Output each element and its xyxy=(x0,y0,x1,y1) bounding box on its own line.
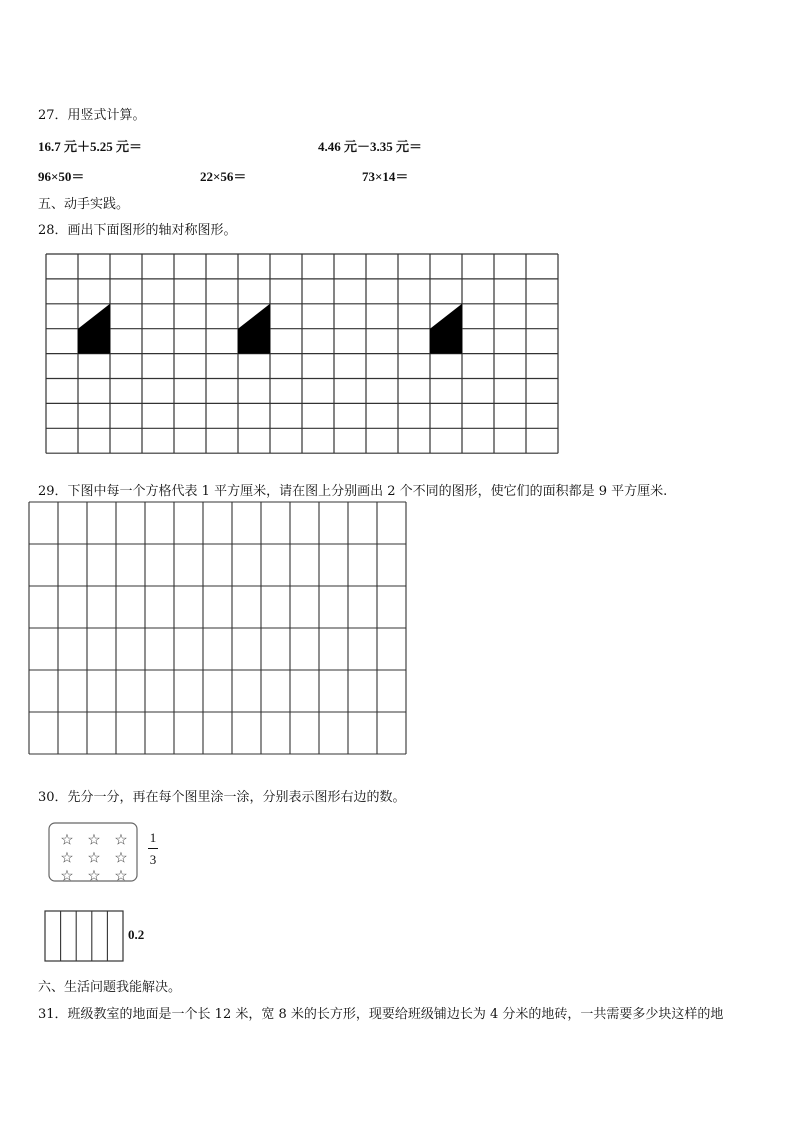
q30-bar-shape[interactable] xyxy=(44,910,124,962)
q27-item-1: 16.7 元＋5.25 元＝ xyxy=(38,139,143,154)
star-icon: ☆ xyxy=(60,866,74,885)
star-icon: ☆ xyxy=(114,866,128,885)
q27-title: 27．用竖式计算。 xyxy=(38,108,146,123)
star-icon: ☆ xyxy=(114,830,128,849)
q31-title: 31．班级教室的地面是一个长 12 米，宽 8 米的长方形，现要给班级铺边长为 4 分米的地砖，一共需要多少块这样的地 xyxy=(38,1007,724,1022)
q27-item-2: 4.46 元－3.35 元＝ xyxy=(318,139,423,154)
filled-trapezoid-shape xyxy=(238,304,270,354)
q27-item-3: 96×50＝ xyxy=(38,169,85,184)
fraction-numerator: 1 xyxy=(149,830,157,845)
section-6-heading: 六、生活问题我能解决。 xyxy=(38,980,182,995)
q27-item-4: 22×56＝ xyxy=(200,169,247,184)
fraction-bar xyxy=(148,848,158,849)
q30-star-box[interactable] xyxy=(48,822,138,885)
star-icon: ☆ xyxy=(87,848,101,867)
filled-trapezoid-shape xyxy=(430,304,462,354)
filled-trapezoid-shape xyxy=(78,304,110,354)
fraction-denominator: 3 xyxy=(149,852,157,867)
star-icon: ☆ xyxy=(87,866,101,885)
star-icon: ☆ xyxy=(60,830,74,849)
grid-lines xyxy=(46,254,558,453)
bar-frame xyxy=(45,911,123,961)
q28-symmetry-grid[interactable] xyxy=(46,254,564,454)
star-icon: ☆ xyxy=(114,848,128,867)
q28-title: 28．画出下面图形的轴对称图形。 xyxy=(38,223,237,238)
q30-title: 30．先分一分，再在每个图里涂一涂，分别表示图形右边的数。 xyxy=(38,790,406,805)
section-5-heading: 五、动手实践。 xyxy=(38,197,130,212)
q30-bar-label: 0.2 xyxy=(128,927,145,942)
q29-title: 29．下图中每一个方格代表 1 平方厘米，请在图上分别画出 2 个不同的图形，使它们的面积都是 9 平方厘米. xyxy=(38,484,668,499)
q27-item-5: 73×14＝ xyxy=(362,169,409,184)
star-icon: ☆ xyxy=(60,848,74,867)
star-icon: ☆ xyxy=(87,830,101,849)
q29-area-grid[interactable] xyxy=(29,502,407,756)
